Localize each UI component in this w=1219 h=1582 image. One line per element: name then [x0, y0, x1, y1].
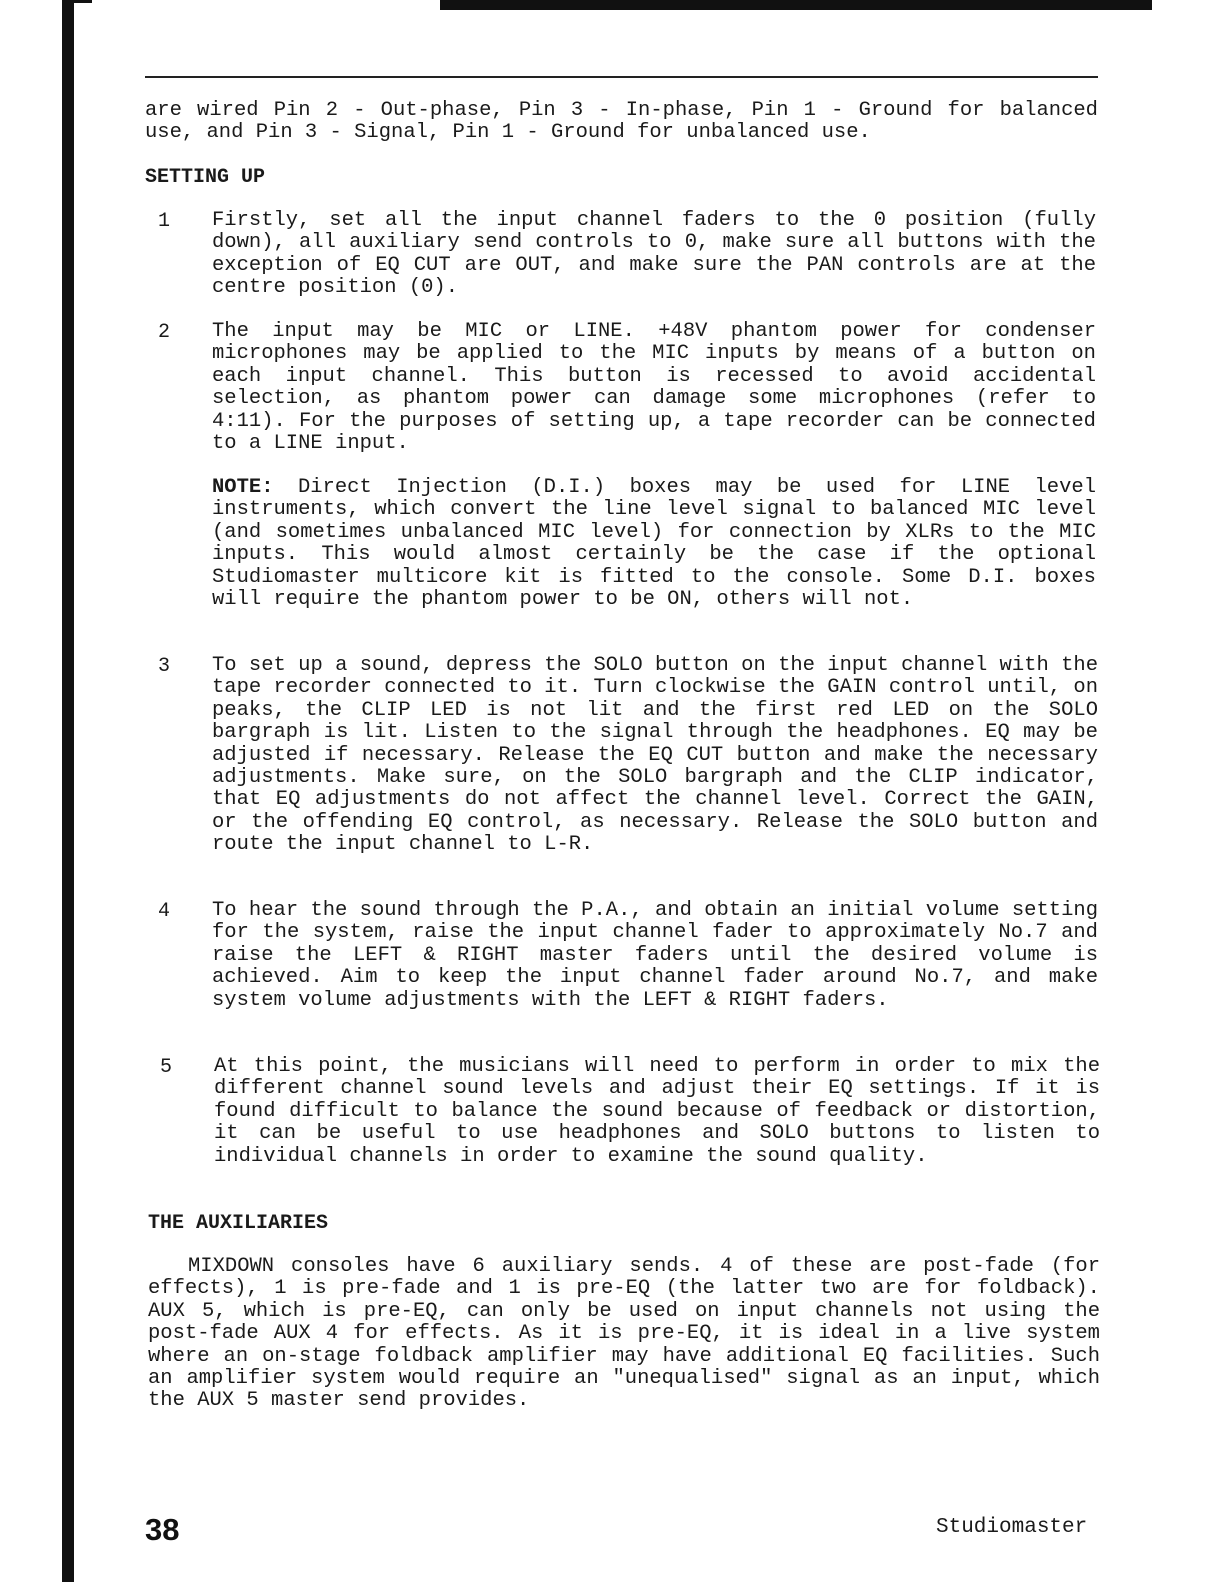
header-rule	[145, 76, 1098, 78]
auxiliaries-paragraph: MIXDOWN consoles have 6 auxiliary sends. 4 of these are post-fade (for effects), 1 is pre-fade and 1 is pre-EQ (the latter two are for foldback). AUX 5, which is pre-EQ, can only be used on input channels not using the post-fade AUX 4 for effects. As it is pre-EQ, it is ideal in a live system where an on-stage foldback amplifier may have additional EQ facilities. Such an amplifier system would require an "unequalised" signal as an input, which the AUX 5 master send provides.	[148, 1255, 1100, 1413]
scan-edge-top	[440, 0, 1152, 10]
intro-paragraph: are wired Pin 2 - Out-phase, Pin 3 - In-phase, Pin 1 - Ground for balanced use, and Pin 3 - Signal, Pin 1 - Ground for unbalanced use.	[145, 99, 1098, 145]
note-paragraph	[212, 477, 1096, 611]
list-item-number: 3	[158, 655, 171, 678]
section-heading-setting-up: SETTING UP	[145, 166, 266, 189]
page-number: 38	[145, 1512, 180, 1547]
list-item-text: Firstly, set all the input channel faders to the 0 position (fully down), all auxiliary send controls to 0, make sure all buttons with the exception of EQ CUT are OUT, and make sure the PAN controls are at the centre position (0).	[212, 209, 1096, 300]
list-item-number: 1	[158, 210, 171, 233]
list-item-number: 2	[158, 321, 171, 344]
list-item-text: To set up a sound, depress the SOLO button on the input channel with the tape recorder connected to it. Turn clockwise the GAIN control until, on peaks, the CLIP LED is not lit and the first red LED on the SOLO bargraph is lit. Listen to the signal through the headphones. EQ may be adjusted if necessary. Release the EQ CUT button and make the necessary adjustments. Make sure, on the SOLO bargraph and the CLIP indicator, that EQ adjustments do not affect the channel level. Correct the GAIN, or the offending EQ control, as necessary. Release the SOLO button and route the input channel to L-R.	[212, 654, 1098, 857]
footer-brand: Studiomaster	[936, 1516, 1088, 1539]
scan-edge-tick	[74, 0, 92, 3]
list-item-number: 5	[160, 1056, 173, 1079]
scan-edge-left	[62, 0, 74, 1582]
note-label: NOTE:	[212, 476, 274, 499]
list-item-text: The input may be MIC or LINE. +48V phantom power for condenser microphones may be applied to the MIC inputs by means of a button on each input channel. This button is recessed to avoid accidental selection, as phantom power can damage some microphones (refer to 4:11). For the purposes of setting up, a tape recorder can be connected to a LINE input.	[212, 320, 1096, 456]
list-item-text: At this point, the musicians will need to perform in order to mix the different channel sound levels and adjust their EQ settings. If it is found difficult to balance the sound because of feedback or distortion, it can be useful to use headphones and SOLO buttons to listen to individual channels in order to examine the sound quality.	[214, 1055, 1100, 1168]
section-heading-auxiliaries: THE AUXILIARIES	[148, 1212, 329, 1235]
note-text: Direct Injection (D.I.) boxes may be used for LINE level instruments, which convert the line level signal to balanced MIC level (and sometimes unbalanced MIC level) for connection by XLRs to the MIC inputs. This would almost certainly be the case if the optional Studiomaster multicore kit is fitted to the console. Some D.I. boxes will require the phantom power to be ON, others will not.	[212, 476, 1096, 612]
list-item-text: To hear the sound through the P.A., and obtain an initial volume setting for the system, raise the input channel fader to approximately No.7 and raise the LEFT & RIGHT master faders until the desired volume is achieved. Aim to keep the input channel fader around No.7, and make system volume adjustments with the LEFT & RIGHT faders.	[212, 899, 1098, 1012]
list-item-number: 4	[158, 900, 171, 923]
